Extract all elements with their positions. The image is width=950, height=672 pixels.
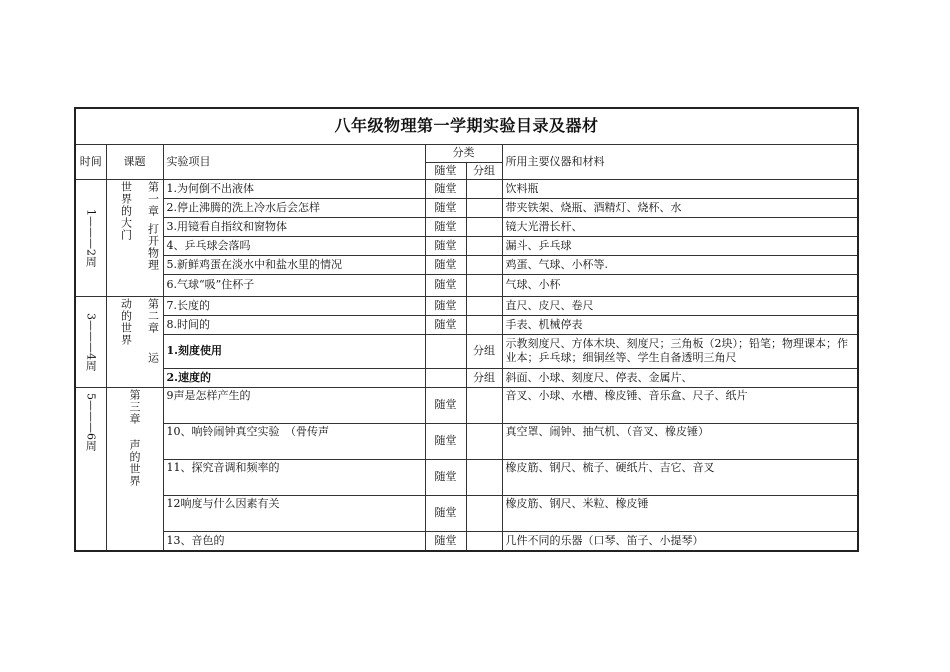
fenzu-cell	[466, 296, 502, 315]
table-row	[75, 296, 858, 315]
table-row	[75, 255, 858, 274]
section-1-time	[75, 179, 106, 296]
fenzu-cell	[466, 459, 502, 495]
materials-cell: 饮料瓶	[502, 179, 858, 198]
project-cell: 5.新鲜鸡蛋在淡水中和盐水里的情况	[163, 255, 425, 274]
project-cell: 3.用镜看自指纹和窗物体	[163, 217, 425, 236]
project-cell: 10、响铃闹钟真空实验 （骨传声	[163, 423, 425, 459]
materials-cell: 鸡蛋、气球、小杯等.	[502, 255, 858, 274]
section-1-topic-name: 世界的大门	[119, 180, 133, 241]
project-cell: 4、乒乓球会落吗	[163, 236, 425, 255]
materials-cell: 气球、小杯	[502, 274, 858, 296]
suitang-cell: 随堂	[425, 274, 466, 296]
fenzu-cell: 分组	[466, 334, 502, 368]
project-cell: 13、音色的	[163, 531, 425, 551]
table-row	[75, 236, 858, 255]
table-row	[75, 459, 858, 495]
title-row	[75, 108, 858, 144]
materials-cell: 直尺、皮尺、卷尺	[502, 296, 858, 315]
header-fenzu: 分组	[466, 162, 502, 179]
header-category: 分类	[425, 144, 502, 162]
section-2-chapter-column	[147, 298, 160, 364]
project-cell: 12响度与什么因素有关	[163, 495, 425, 531]
project-cell: 6.气球“吸”住杯子	[163, 274, 425, 296]
project-cell: 2.速度的	[163, 368, 425, 387]
materials-cell: 真空罩、闹钟、抽气机、（音叉、橡皮锤）	[502, 423, 858, 459]
experiment-table	[74, 107, 859, 552]
suitang-cell: 随堂	[425, 198, 466, 217]
table-row	[75, 179, 858, 198]
fenzu-cell	[466, 198, 502, 217]
section-1-topic	[106, 179, 163, 296]
section-2-chapter: 第二章	[146, 297, 160, 334]
section-1-chapter: 第一章	[146, 180, 160, 217]
section-2-topic	[106, 296, 163, 387]
suitang-cell: 随堂	[425, 495, 466, 531]
section-3-topic	[106, 387, 163, 551]
section-3-time	[75, 387, 106, 551]
project-cell: 7.长度的	[163, 296, 425, 315]
section-2-time-text: 3———4周	[84, 312, 98, 371]
table-row	[75, 274, 858, 296]
project-cell: 1.刻度使用	[163, 334, 425, 368]
fenzu-cell	[466, 274, 502, 296]
header-time: 时间	[75, 144, 106, 179]
section-1-chapter-column	[147, 181, 160, 271]
suitang-cell: 随堂	[425, 531, 466, 551]
fenzu-cell	[466, 387, 502, 423]
materials-cell: 斜面、小球、刻度尺、停表、金属片、	[502, 368, 858, 387]
materials-cell: 橡皮筋、钢尺、米粒、橡皮锤	[502, 495, 858, 531]
section-3-chapter-column	[128, 389, 141, 487]
table-row	[75, 495, 858, 531]
suitang-cell	[425, 368, 466, 387]
header-row-1	[75, 144, 858, 162]
table-row	[75, 217, 858, 236]
suitang-cell: 随堂	[425, 179, 466, 198]
section-2-subtopic: 运	[146, 351, 160, 364]
header-project: 实验项目	[163, 144, 425, 179]
project-cell: 8.时间的	[163, 315, 425, 334]
materials-cell: 镜大光滑长杆、	[502, 217, 858, 236]
fenzu-cell	[466, 495, 502, 531]
materials-cell: 音叉、小球、水槽、橡皮锤、音乐盒、尺子、纸片	[502, 387, 858, 423]
fenzu-cell	[466, 236, 502, 255]
section-2-time	[75, 296, 106, 387]
section-3-chapter: 第三章	[128, 388, 141, 425]
table-row	[75, 368, 858, 387]
header-materials: 所用主要仪器和材料	[502, 144, 858, 179]
table-row	[75, 198, 858, 217]
suitang-cell	[425, 334, 466, 368]
project-cell: 11、探究音调和频率的	[163, 459, 425, 495]
table-row	[75, 334, 858, 368]
suitang-cell: 随堂	[425, 296, 466, 315]
suitang-cell: 随堂	[425, 459, 466, 495]
materials-cell: 几件不同的乐器（口琴、笛子、小提琴）	[502, 531, 858, 551]
fenzu-cell	[466, 531, 502, 551]
materials-cell: 橡皮筋、钢尺、梳子、硬纸片、吉它、音叉	[502, 459, 858, 495]
suitang-cell: 随堂	[425, 423, 466, 459]
project-cell: 2.停止沸腾的洗上冷水后会怎样	[163, 198, 425, 217]
fenzu-cell	[466, 315, 502, 334]
table-row	[75, 531, 858, 551]
project-cell: 1.为何倒不出液体	[163, 179, 425, 198]
fenzu-cell	[466, 423, 502, 459]
fenzu-cell	[466, 217, 502, 236]
project-cell: 9声是怎样产生的	[163, 387, 425, 423]
section-3-time-text: 5———6周	[84, 392, 98, 451]
header-topic: 课题	[106, 144, 163, 179]
section-1-subtopic: 打开物理	[146, 222, 160, 271]
materials-cell: 带夹铁架、烧瓶、酒精灯、烧杯、水	[502, 198, 858, 217]
materials-cell: 示教刻度尺、方体木块、刻度尺；三角板（2块）；铅笔；物理课本；作业本；乒乓球；细铜丝等、学生自备透明三角尺	[502, 334, 858, 368]
section-2-topic-name: 动的世界	[119, 297, 133, 346]
suitang-cell: 随堂	[425, 236, 466, 255]
fenzu-cell	[466, 255, 502, 274]
materials-cell: 手表、机械停表	[502, 315, 858, 334]
materials-cell: 漏斗、乒乓球	[502, 236, 858, 255]
experiment-table-sheet	[74, 107, 857, 552]
section-3-topic-name: 声的世界	[128, 438, 141, 487]
suitang-cell: 随堂	[425, 217, 466, 236]
table-row	[75, 423, 858, 459]
table-title: 八年级物理第一学期实验目录及器材	[75, 108, 858, 144]
suitang-cell: 随堂	[425, 255, 466, 274]
suitang-cell: 随堂	[425, 315, 466, 334]
fenzu-cell	[466, 179, 502, 198]
section-1-time-text: 1———2周	[84, 208, 98, 267]
fenzu-cell: 分组	[466, 368, 502, 387]
suitang-cell: 随堂	[425, 387, 466, 423]
header-suitang: 随堂	[425, 162, 466, 179]
table-row	[75, 387, 858, 423]
table-row	[75, 315, 858, 334]
